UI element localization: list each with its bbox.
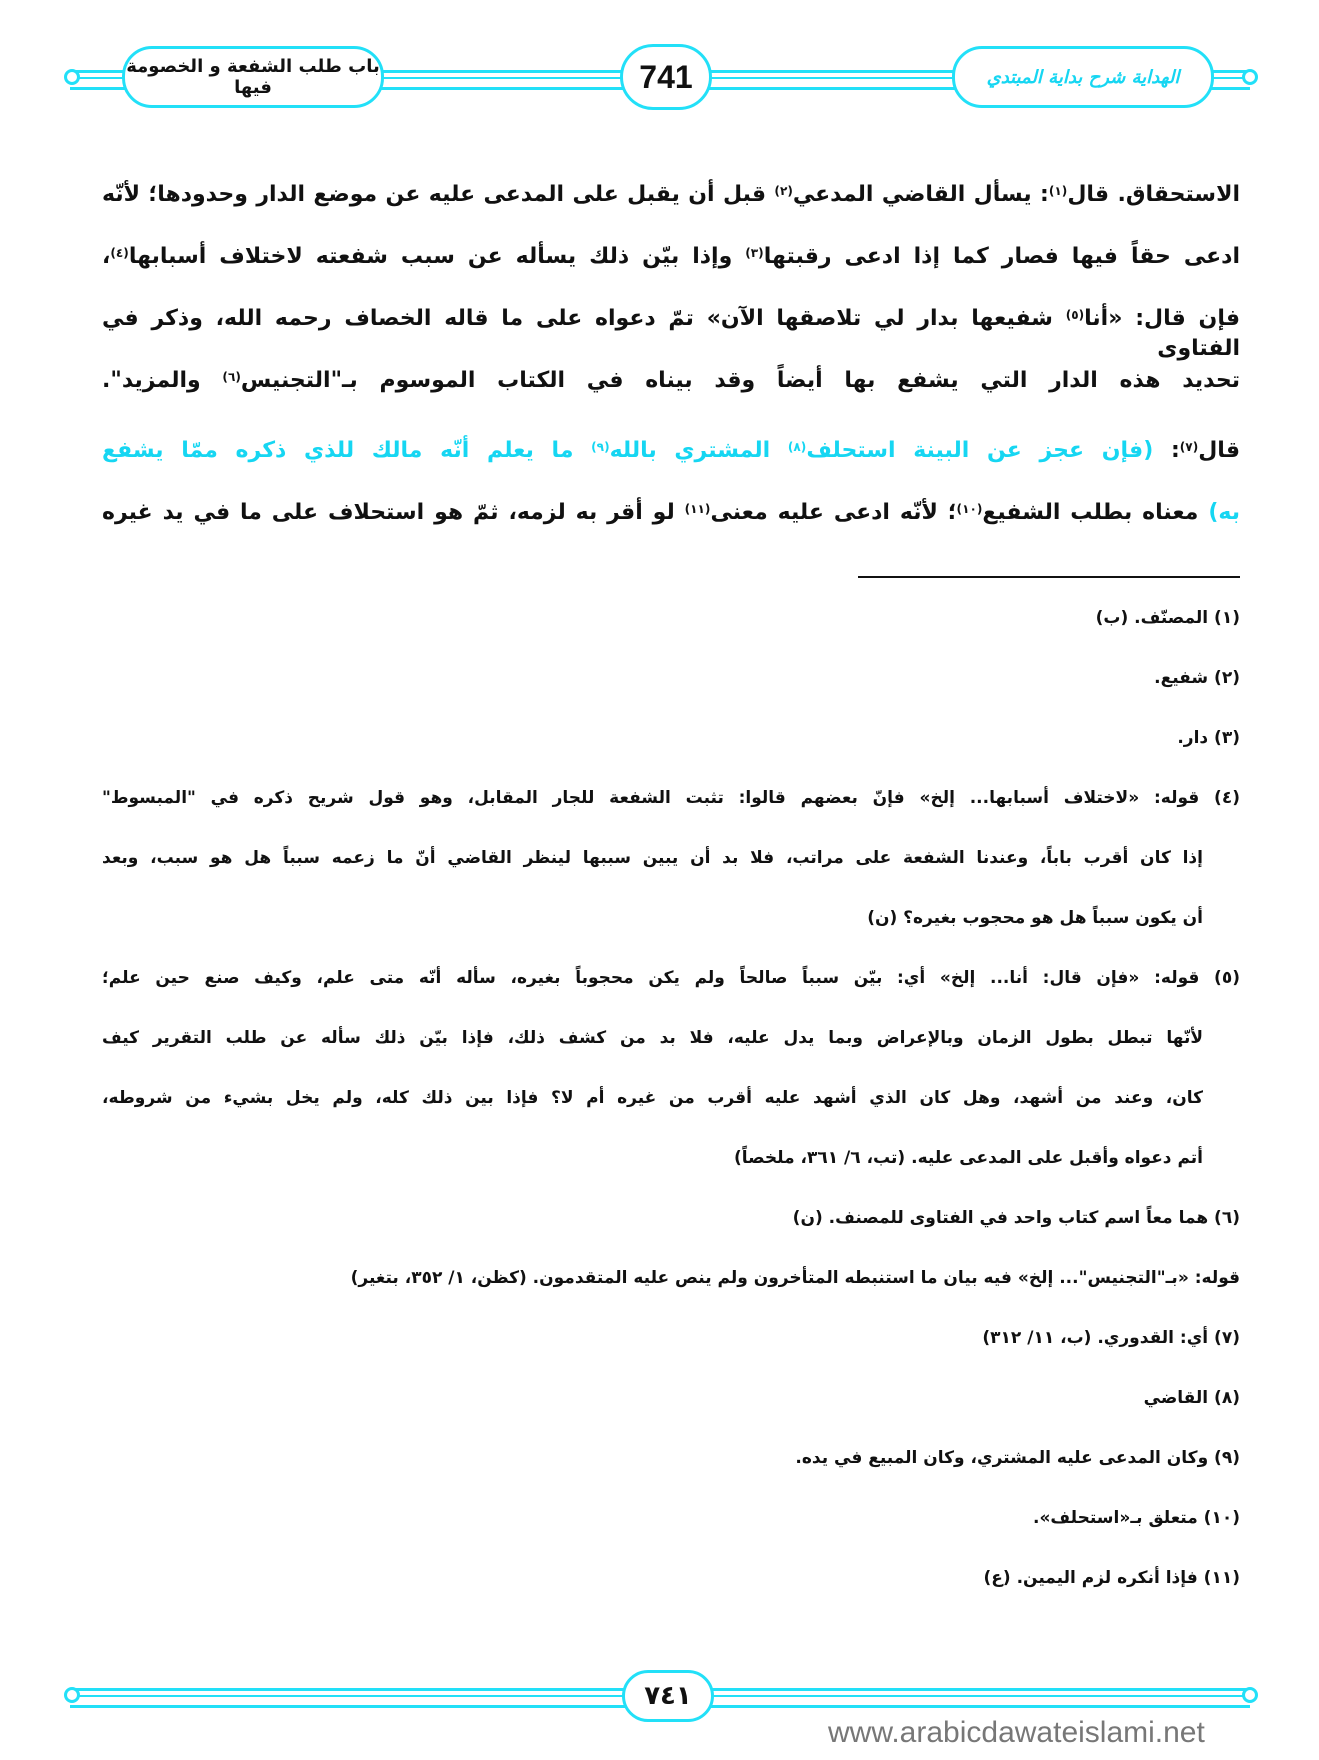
footnote-marker: (٤) (110, 246, 129, 260)
text-line (102, 242, 1240, 272)
footnote-line: (٣) دار. (1177, 728, 1240, 748)
footnote-line: (٤) قوله: «لاختلاف أسبابها... إلخ» فإنّ بعضهم قالوا: تثبت الشفعة للجار المقابل، وهو قول شريح ذكره في "المبسوط" (102, 788, 1240, 808)
footnote-marker: (٧) (1179, 440, 1199, 454)
text-line (102, 436, 1240, 466)
footnote-line: (٧) أي: القدوري. (ب، ١١/ ٣١٢) (982, 1328, 1240, 1348)
footnote-line: (٩) وكان المدعى عليه المشتري، وكان المبيع في يده. (795, 1448, 1240, 1468)
footnote-line: (١٠) متعلق بـ«استحلف». (1032, 1508, 1240, 1528)
footnote-line: أتم دعواه وأقبل على المدعى عليه. (تب، ٦/ ٣٦١، ملخصاً) (734, 1148, 1203, 1168)
footnote-marker: (٥) (1065, 308, 1085, 322)
sharh-text: وإذا بيّن ذلك يسأله عن سبب شفعته لاختلاف أسبابها (128, 244, 746, 269)
footnote-line: إذا كان أقرب باباً، وعندنا الشفعة على مراتب، فلا بد أن يبين سببها لينظر القاضي أنّ ما زعمه سبباً هل هو سبب، وبعد (102, 848, 1203, 868)
footnote-line: لأنّها تبطل بطول الزمان وبالإعراض وبما يدل عليه، فلا بد من كشف ذلك، فإذا بيّن ذلك سأله عن طلب التقرير كيف (102, 1028, 1203, 1048)
book-title: الهداية شرح بداية المبتدي (952, 46, 1214, 108)
sharh-text: : يسأل القاضي المدعي (792, 182, 1049, 207)
sharh-text: شفيعها بدار لي تلاصقها الآن» تمّ دعواه على ما قاله الخصاف رحمه الله، وذكر في الفتاوى (102, 306, 1240, 361)
footnote-line: (٥) قوله: «فإن قال: أنا... إلخ» أي: بيّن سبباً صالحاً ولم يكن محجوباً بغيره، سأله أنّه متى علم، وكيف صنع حين علم؛ (102, 968, 1240, 988)
footnote-marker: (٩) (591, 440, 610, 454)
sharh-text: ؛ لأنّه ادعى عليه معنى (710, 500, 957, 525)
matn-text: المشتري بالله (609, 438, 788, 463)
footer-page-number: ٧٤١ (622, 1670, 714, 1722)
sharh-text: والمزيد". (102, 368, 223, 393)
ornament-cap (64, 69, 80, 85)
sharh-text: قال (1198, 438, 1240, 463)
sharh-text: ، (102, 244, 111, 269)
footnote-separator (858, 576, 1240, 578)
matn-text: (فإن عجز عن البينة استحلف (806, 438, 1154, 463)
footnote-line: (١) المصنّف. (ب) (1095, 608, 1240, 628)
ornament-cap (1242, 69, 1258, 85)
footnote-line: (٦) هما معاً اسم كتاب واحد في الفتاوى للمصنف. (ن) (792, 1208, 1240, 1228)
sharh-text: لو أقر به لزمه، ثمّ هو استحلاف على ما في يد غيره (102, 500, 685, 525)
footnote-marker: (٢) (774, 184, 793, 198)
text-line (102, 366, 1240, 396)
sharh-text: فإن قال: «أنا (1084, 306, 1240, 331)
matn-text: به) (1208, 500, 1240, 525)
sharh-text: الاستحقاق. قال (1067, 182, 1240, 207)
ornament-cap (1242, 1687, 1258, 1703)
footnote-marker: (١) (1048, 184, 1068, 198)
sharh-text: معناه بطلب الشفيع (982, 500, 1209, 525)
footnote-marker: (٨) (787, 440, 807, 454)
sharh-text: قبل أن يقبل على المدعى عليه عن موضع الدار وحدودها؛ لأنّه (102, 182, 775, 207)
footnote-line: أن يكون سبباً هل هو محجوب بغيره؟ (ن) (867, 908, 1203, 928)
footnote-marker: (١١) (684, 502, 711, 516)
sharh-text: : (1153, 438, 1180, 463)
text-line (102, 498, 1240, 528)
text-line (102, 180, 1240, 210)
sharh-text: ادعى حقاً فيها فصار كما إذا ادعى رقبتها (763, 244, 1240, 269)
sharh-text: تحديد هذه الدار التي يشفع بها أيضاً وقد بيناه في الكتاب الموسوم بـ"التجنيس (240, 368, 1240, 393)
ornament-cap (64, 1687, 80, 1703)
footnote-marker: (١٠) (956, 502, 983, 516)
website-link[interactable]: www.arabicdawateislami.net (828, 1716, 1205, 1749)
text-line (102, 304, 1240, 364)
footnote-line: (٨) القاضي (1143, 1388, 1240, 1408)
chapter-title: باب طلب الشفعة و الخصومة فيها (122, 46, 384, 108)
footnote-marker: (٦) (222, 370, 241, 384)
header-page-number: 741 (620, 44, 712, 110)
footnote-line: قوله: «بـ"التجنيس"... إلخ» فيه بيان ما استنبطه المتأخرون ولم ينص عليه المتقدمون. (كظن، ١/ ٣٥٢، بتغير) (350, 1268, 1240, 1288)
footnote-line: كان، وعند من أشهد، وهل كان الذي أشهد عليه أقرب من غيره أم لا؟ فإذا بين ذلك كله، ولم يخل بشيء من شروطه، (102, 1088, 1203, 1108)
footnote-line: (٢) شفيع. (1154, 668, 1240, 688)
footnote-line: (١١) فإذا أنكره لزم اليمين. (ع) (983, 1568, 1240, 1588)
footnote-marker: (٣) (745, 246, 764, 260)
matn-text: ما يعلم أنّه مالك للذي ذكره ممّا يشفع (102, 438, 592, 463)
